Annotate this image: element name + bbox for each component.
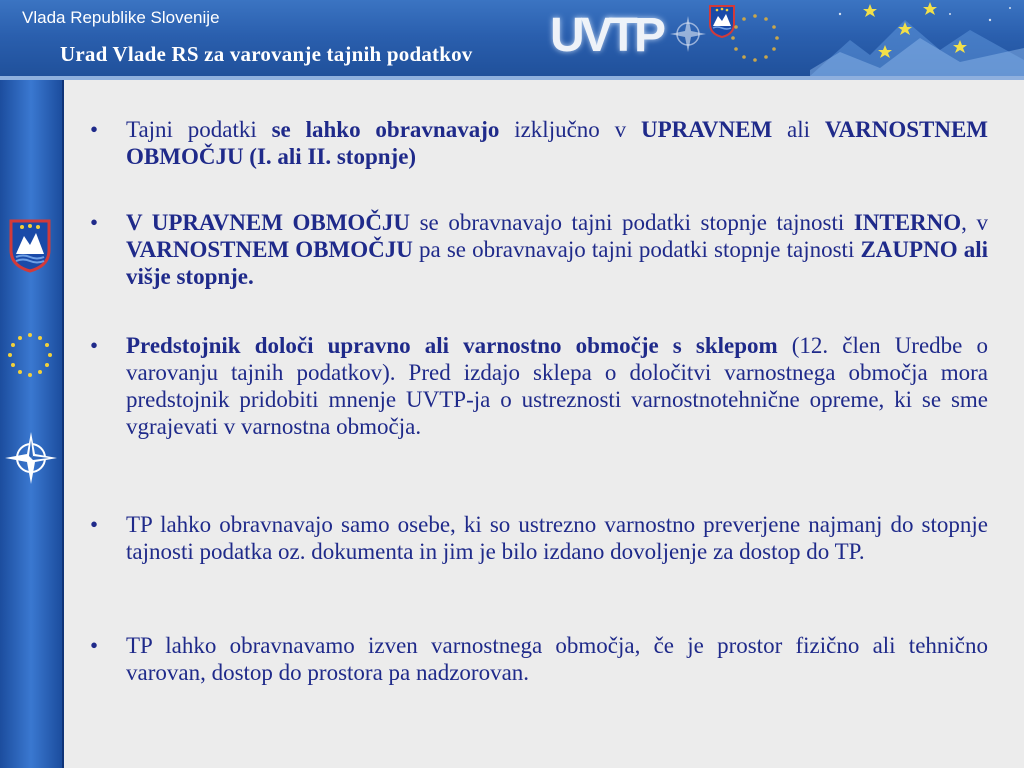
bullet-item xyxy=(126,511,988,565)
bullet-text: TP lahko obravnavajo samo osebe, ki so ustrezno varnostno preverjene najmanj do stopnje tajnosti podatka oz. dokumenta in jim je bilo izdano dovoljenje za dostop do TP. xyxy=(126,512,988,564)
bullet-item xyxy=(126,632,988,686)
bullet-bold-text: UPRAVNEM xyxy=(640,117,773,142)
header-stars-decoration xyxy=(810,0,1024,76)
bullet-text: pa se obravnavajo tajni podatki stopnje tajnosti xyxy=(412,237,861,262)
nato-compass-icon xyxy=(3,430,59,486)
bullet-text: ali xyxy=(772,117,825,142)
eu-stars-icon xyxy=(5,330,55,380)
header-logo-area xyxy=(540,0,1024,76)
bullet-bold-text: INTERNO xyxy=(853,210,962,235)
bullet-text: Tajni podatki xyxy=(126,117,272,142)
header-banner xyxy=(0,0,1024,80)
bullet-bold-text: Predstojnik določi upravno ali varnostno območje s sklepom xyxy=(126,333,778,358)
government-name: Vlada Republike Slovenije xyxy=(22,8,220,27)
eu-stars-icon xyxy=(725,8,785,68)
slide-content xyxy=(64,80,1024,768)
bullet-bold-text: ZAUPNO ali višje stopnje. xyxy=(126,237,988,289)
bullet-text: , v xyxy=(961,210,988,235)
bullet-bold-text: se lahko obravnavajo xyxy=(271,117,500,142)
bullet-text: (12. člen Uredbe o varovanju tajnih podatkov). Pred izdajo sklepa o določitvi varnostnega območja mora predstojnik pridobiti mnenje UVTP-ja o ustreznosti varnostnotehnične opreme, ki se sme vgrajevati v varnostna območja. xyxy=(126,333,988,439)
nato-compass-icon xyxy=(668,14,708,54)
bullet-item xyxy=(126,332,988,440)
bullet-text: izključno v xyxy=(499,117,641,142)
uvtp-logo: UVTP xyxy=(550,9,663,62)
office-name: Urad Vlade RS za varovanje tajnih podatkov xyxy=(60,42,473,66)
bullet-item xyxy=(126,209,988,290)
bullet-bold-text: V UPRAVNEM OBMOČJU xyxy=(126,210,411,235)
bullet-bold-text: VARNOSTNEM OBMOČJU xyxy=(126,237,413,262)
slovenia-crest-icon xyxy=(8,218,52,274)
bullet-bold-text: VARNOSTNEM OBMOČJU (I. ali II. stopnje) xyxy=(126,117,988,169)
bullet-text: TP lahko obravnavamo izven varnostnega območja, če je prostor fizično ali tehnično varovan, dostop do prostora pa nadzorovan. xyxy=(126,633,988,685)
bullet-text: se obravnavajo tajni podatki stopnje tajnosti xyxy=(410,210,854,235)
bullet-item xyxy=(126,116,988,170)
left-sidebar xyxy=(0,80,64,768)
